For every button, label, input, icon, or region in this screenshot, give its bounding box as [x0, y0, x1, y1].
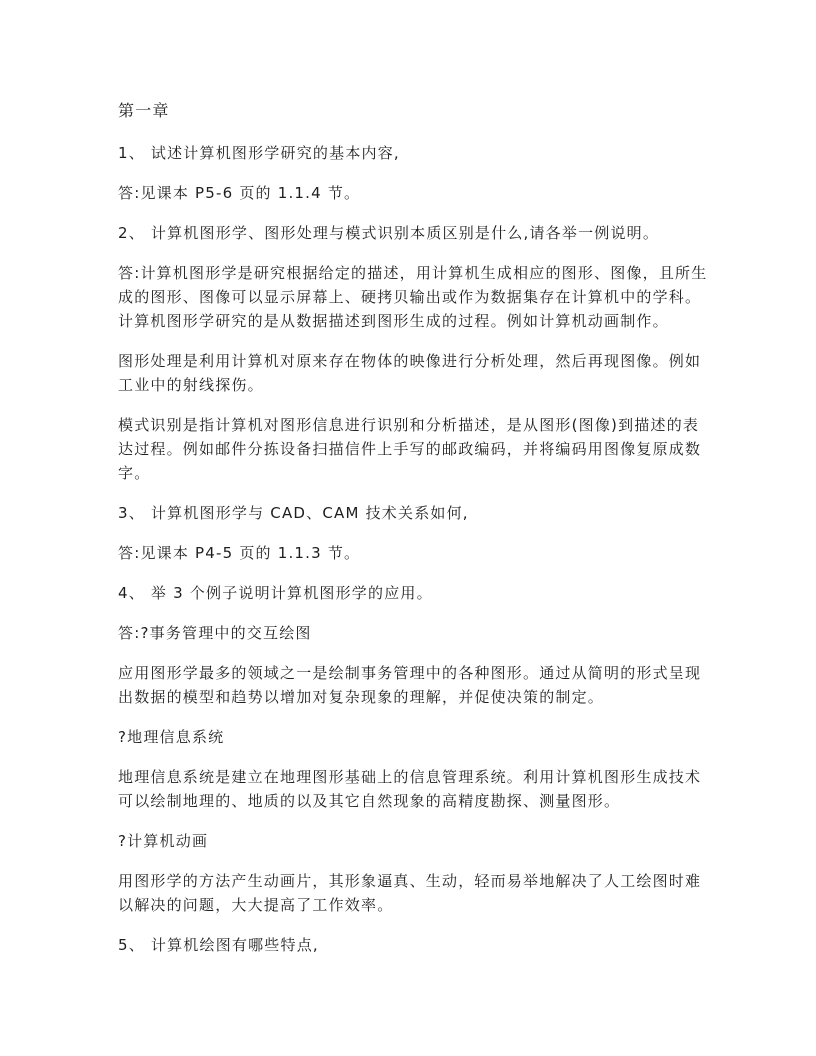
paragraph [118, 621, 718, 645]
document-page [118, 99, 718, 973]
paragraph-line: 出数据的模型和趋势以增加对复杂现象的理解，并促使决策的制定。 [118, 688, 605, 706]
paragraph-line: 2、 计算机图形学、图形处理与模式识别本质区别是什么,请各举一例说明。 [118, 224, 660, 242]
paragraph [118, 581, 718, 605]
paragraph [118, 501, 718, 525]
paragraph-line: 用图形学的方法产生动画片，其形象逼真、生动，轻而易举地解决了人工绘图时难 [118, 872, 702, 890]
paragraph [118, 541, 718, 565]
paragraph-line: 成的图形、图像可以显示屏幕上、硬拷贝输出或作为数据集存在计算机中的学科。 [118, 288, 702, 306]
paragraph-line: 模式识别是指计算机对图形信息进行识别和分析描述，是从图形(图像)到描述的表 [118, 416, 700, 434]
paragraph-line: 答:计算机图形学是研究根据给定的描述，用计算机生成相应的图形、图像，且所生 [118, 264, 708, 282]
paragraph-line: 以解决的问题，大大提高了工作效率。 [118, 896, 394, 914]
paragraph [118, 725, 718, 749]
paragraph [118, 869, 718, 917]
paragraph-line: 达过程。例如邮件分拣设备扫描信件上手写的邮政编码，并将编码用图像复原成数 [118, 440, 702, 458]
paragraph [118, 349, 718, 397]
paragraph [118, 221, 718, 245]
paragraph-line: 可以绘制地理的、地质的以及其它自然现象的高精度勘探、测量图形。 [118, 792, 621, 810]
paragraph-line: 应用图形学最多的领域之一是绘制事务管理中的各种图形。通过从简明的形式呈现 [118, 664, 702, 682]
paragraph [118, 413, 718, 485]
paragraph-line: 3、 计算机图形学与 CAD、CAM 技术关系如何, [118, 504, 469, 522]
paragraph-line: 字。 [118, 464, 151, 482]
paragraph-line: 答:见课本 P4-5 页的 1.1.3 节。 [118, 544, 361, 562]
paragraph-line: ?地理信息系统 [118, 728, 225, 746]
paragraph-line: 地理信息系统是建立在地理图形基础上的信息管理系统。利用计算机图形生成技术 [118, 768, 702, 786]
paragraph-line: 1、 试述计算机图形学研究的基本内容, [118, 144, 400, 162]
paragraph [118, 765, 718, 813]
paragraph-line: 答:见课本 P5-6 页的 1.1.4 节。 [118, 184, 361, 202]
paragraph-line: 图形处理是利用计算机对原来存在物体的映像进行分析处理，然后再现图像。例如 [118, 352, 702, 370]
paragraph [118, 829, 718, 853]
paragraph-line: 工业中的射线探伤。 [118, 376, 264, 394]
paragraph [118, 141, 718, 165]
paragraph-line: 5、 计算机绘图有哪些特点, [118, 936, 319, 954]
paragraph-line: 计算机图形学研究的是从数据描述到图形生成的过程。例如计算机动画制作。 [118, 312, 669, 330]
chapter-title: 第一章 [118, 101, 170, 120]
paragraph-line: ?计算机动画 [118, 832, 209, 850]
document-body [118, 141, 718, 957]
paragraph [118, 261, 718, 333]
paragraph-line: 4、 举 3 个例子说明计算机图形学的应用。 [118, 584, 433, 602]
paragraph [118, 933, 718, 957]
paragraph [118, 661, 718, 709]
paragraph-line: 答:?事务管理中的交互绘图 [118, 624, 312, 642]
paragraph [118, 181, 718, 205]
